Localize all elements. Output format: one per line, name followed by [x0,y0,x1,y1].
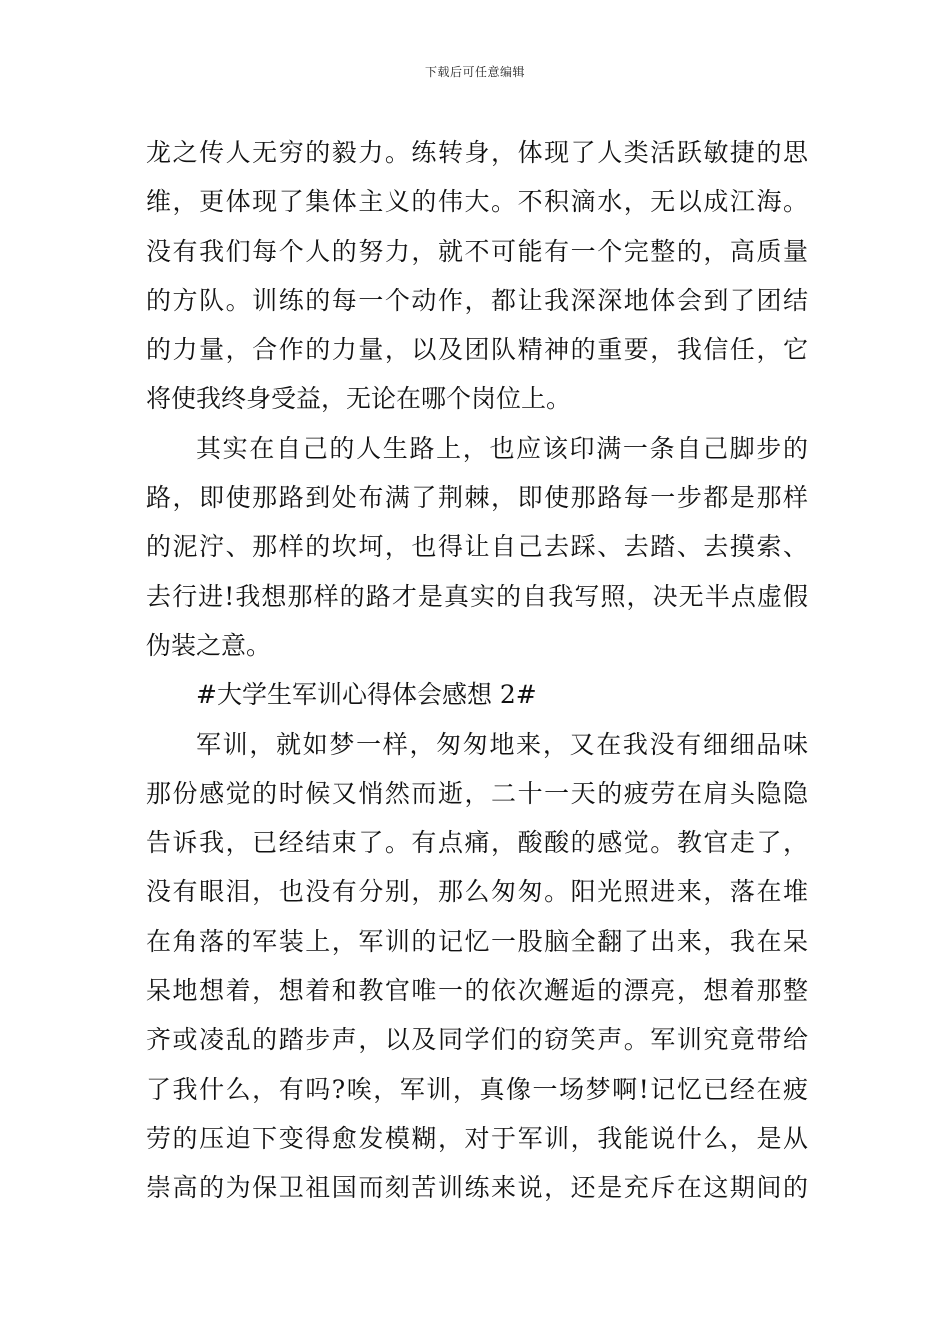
text-line: 的泥泞、那样的坎坷，也得让自己去踩、去踏、去摸索、 [146,532,808,562]
page-header-note: 下载后可任意编辑 [424,65,525,79]
text-line: 其实在自己的人生路上，也应该印满一条自己脚步的 [196,433,808,463]
text-line: 伪装之意。 [146,630,272,660]
text-line: 了我什么，有吗?唉，军训，真像一场梦啊!记忆已经在疲 [146,1074,808,1104]
text-line: 呆地想着，想着和教官唯一的依次邂逅的漂亮，想着那整 [146,976,808,1006]
text-line: 劳的压迫下变得愈发模糊，对于军训，我能说什么，是从 [146,1123,808,1153]
text-line: 齐或凌乱的踏步声，以及同学们的窃笑声。军训究竟带给 [146,1025,808,1055]
text-line: 的力量，合作的力量，以及团队精神的重要，我信任，它 [146,335,808,365]
section-heading: #大学生军训心得体会感想 2# [196,680,537,710]
text-line: 没有我们每个人的努力，就不可能有一个完整的，高质量 [146,236,808,266]
document-body [146,128,808,1213]
text-line: 崇高的为保卫祖国而刻苦训练来说，还是充斥在这期间的 [146,1173,808,1203]
text-line: 告诉我，已经结束了。有点痛，酸酸的感觉。教官走了， [146,828,808,858]
text-line: 的方队。训练的每一个动作，都让我深深地体会到了团结 [146,285,808,315]
text-line: 在角落的军装上，军训的记忆一股脑全翻了出来，我在呆 [146,926,808,956]
text-line: 军训，就如梦一样，匆匆地来，又在我没有细细品味 [196,729,808,759]
text-line: 那份感觉的时候又悄然而逝，二十一天的疲劳在肩头隐隐 [146,778,808,808]
text-line: 维，更体现了集体主义的伟大。不积滴水，无以成江海。 [146,187,808,217]
text-line: 没有眼泪，也没有分别，那么匆匆。阳光照进来，落在堆 [146,877,808,907]
text-line: 将使我终身受益，无论在哪个岗位上。 [146,384,572,414]
text-line: 去行进!我想那样的路才是真实的自我写照，决无半点虚假 [146,581,808,611]
text-line: 路，即使那路到处布满了荆棘，即使那路每一步都是那样 [146,483,808,513]
text-line: 龙之传人无穷的毅力。练转身，体现了人类活跃敏捷的思 [146,138,808,167]
